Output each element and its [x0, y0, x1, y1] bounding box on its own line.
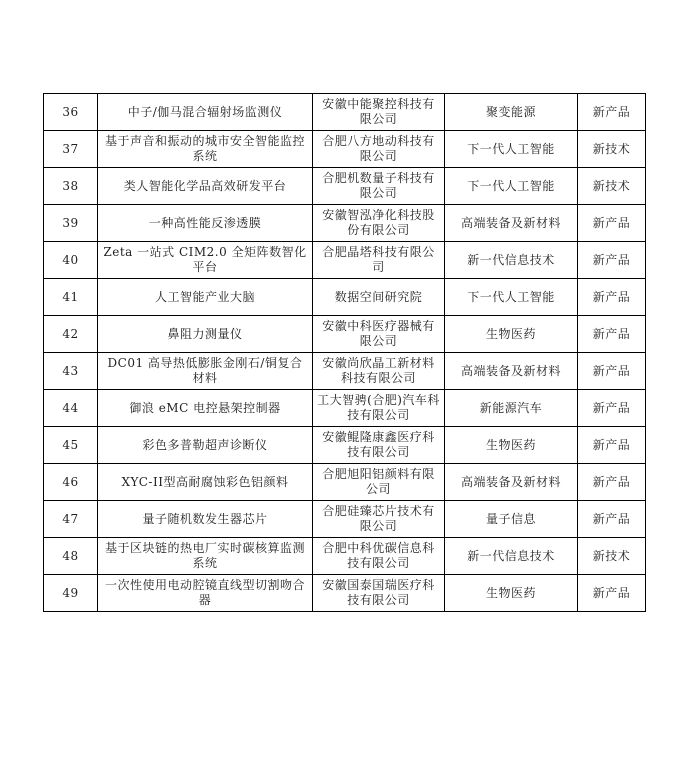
table-row	[44, 242, 646, 279]
cell-name: 类人智能化学品高效研发平台	[98, 168, 313, 205]
cell-org: 数据空间研究院	[313, 279, 445, 316]
cell-no: 48	[44, 538, 98, 575]
table-row	[44, 353, 646, 390]
cell-org: 工大智骋(合肥)汽车科技有限公司	[313, 390, 445, 427]
cell-field: 新能源汽车	[445, 390, 578, 427]
cell-type: 新产品	[578, 242, 646, 279]
cell-no: 40	[44, 242, 98, 279]
cell-org: 安徽鲲隆康鑫医疗科技有限公司	[313, 427, 445, 464]
table-row	[44, 279, 646, 316]
cell-field: 高端装备及新材料	[445, 464, 578, 501]
cell-org: 安徽智泓净化科技股份有限公司	[313, 205, 445, 242]
table-row	[44, 427, 646, 464]
cell-field: 量子信息	[445, 501, 578, 538]
cell-name: 一种高性能反渗透膜	[98, 205, 313, 242]
cell-name: 人工智能产业大脑	[98, 279, 313, 316]
cell-name: 御浪 eMC 电控悬架控制器	[98, 390, 313, 427]
cell-field: 聚变能源	[445, 94, 578, 131]
cell-field: 高端装备及新材料	[445, 205, 578, 242]
cell-field: 下一代人工智能	[445, 279, 578, 316]
cell-no: 46	[44, 464, 98, 501]
cell-no: 43	[44, 353, 98, 390]
cell-org: 合肥硅臻芯片技术有限公司	[313, 501, 445, 538]
cell-type: 新技术	[578, 131, 646, 168]
cell-name: 一次性使用电动腔镜直线型切割吻合器	[98, 575, 313, 612]
cell-org: 合肥中科优碳信息科技有限公司	[313, 538, 445, 575]
cell-field: 生物医药	[445, 316, 578, 353]
cell-type: 新产品	[578, 205, 646, 242]
cell-no: 39	[44, 205, 98, 242]
table-row	[44, 464, 646, 501]
cell-org: 安徽尚欣晶工新材料科技有限公司	[313, 353, 445, 390]
table-row	[44, 501, 646, 538]
cell-no: 36	[44, 94, 98, 131]
cell-name: 基于声音和振动的城市安全智能监控系统	[98, 131, 313, 168]
cell-type: 新产品	[578, 501, 646, 538]
cell-type: 新产品	[578, 427, 646, 464]
cell-no: 45	[44, 427, 98, 464]
cell-org: 合肥机数量子科技有限公司	[313, 168, 445, 205]
cell-name: XYC-II型高耐腐蚀彩色铝颜料	[98, 464, 313, 501]
cell-org: 合肥晶塔科技有限公司	[313, 242, 445, 279]
cell-org: 安徽国泰国瑞医疗科技有限公司	[313, 575, 445, 612]
table-row	[44, 131, 646, 168]
cell-no: 41	[44, 279, 98, 316]
cell-org: 合肥旭阳铝颜料有限公司	[313, 464, 445, 501]
cell-no: 47	[44, 501, 98, 538]
cell-type: 新产品	[578, 390, 646, 427]
cell-org: 安徽中科医疗器械有限公司	[313, 316, 445, 353]
cell-field: 高端装备及新材料	[445, 353, 578, 390]
cell-type: 新产品	[578, 279, 646, 316]
cell-type: 新技术	[578, 538, 646, 575]
cell-field: 生物医药	[445, 575, 578, 612]
cell-name: 基于区块链的热电厂实时碳核算监测系统	[98, 538, 313, 575]
cell-org: 合肥八方地动科技有限公司	[313, 131, 445, 168]
cell-type: 新产品	[578, 353, 646, 390]
cell-no: 38	[44, 168, 98, 205]
cell-field: 新一代信息技术	[445, 538, 578, 575]
table-row	[44, 538, 646, 575]
cell-field: 下一代人工智能	[445, 131, 578, 168]
cell-no: 44	[44, 390, 98, 427]
cell-type: 新产品	[578, 94, 646, 131]
cell-name: 中子/伽马混合辐射场监测仪	[98, 94, 313, 131]
table-row	[44, 94, 646, 131]
cell-name: 鼻阻力测量仪	[98, 316, 313, 353]
cell-no: 42	[44, 316, 98, 353]
cell-field: 生物医药	[445, 427, 578, 464]
cell-name: DC01 高导热低膨胀金刚石/铜复合材料	[98, 353, 313, 390]
cell-type: 新产品	[578, 575, 646, 612]
cell-name: 彩色多普勒超声诊断仪	[98, 427, 313, 464]
table-row	[44, 168, 646, 205]
project-table	[43, 93, 646, 612]
table-row	[44, 575, 646, 612]
table-body	[44, 94, 646, 612]
cell-type: 新产品	[578, 316, 646, 353]
cell-name: 量子随机数发生器芯片	[98, 501, 313, 538]
cell-no: 49	[44, 575, 98, 612]
cell-type: 新技术	[578, 168, 646, 205]
table-row	[44, 205, 646, 242]
table-row	[44, 390, 646, 427]
cell-no: 37	[44, 131, 98, 168]
cell-field: 新一代信息技术	[445, 242, 578, 279]
cell-name: Zeta 一站式 CIM2.0 全矩阵数智化平台	[98, 242, 313, 279]
cell-org: 安徽中能聚控科技有限公司	[313, 94, 445, 131]
table-row	[44, 316, 646, 353]
cell-type: 新产品	[578, 464, 646, 501]
cell-field: 下一代人工智能	[445, 168, 578, 205]
